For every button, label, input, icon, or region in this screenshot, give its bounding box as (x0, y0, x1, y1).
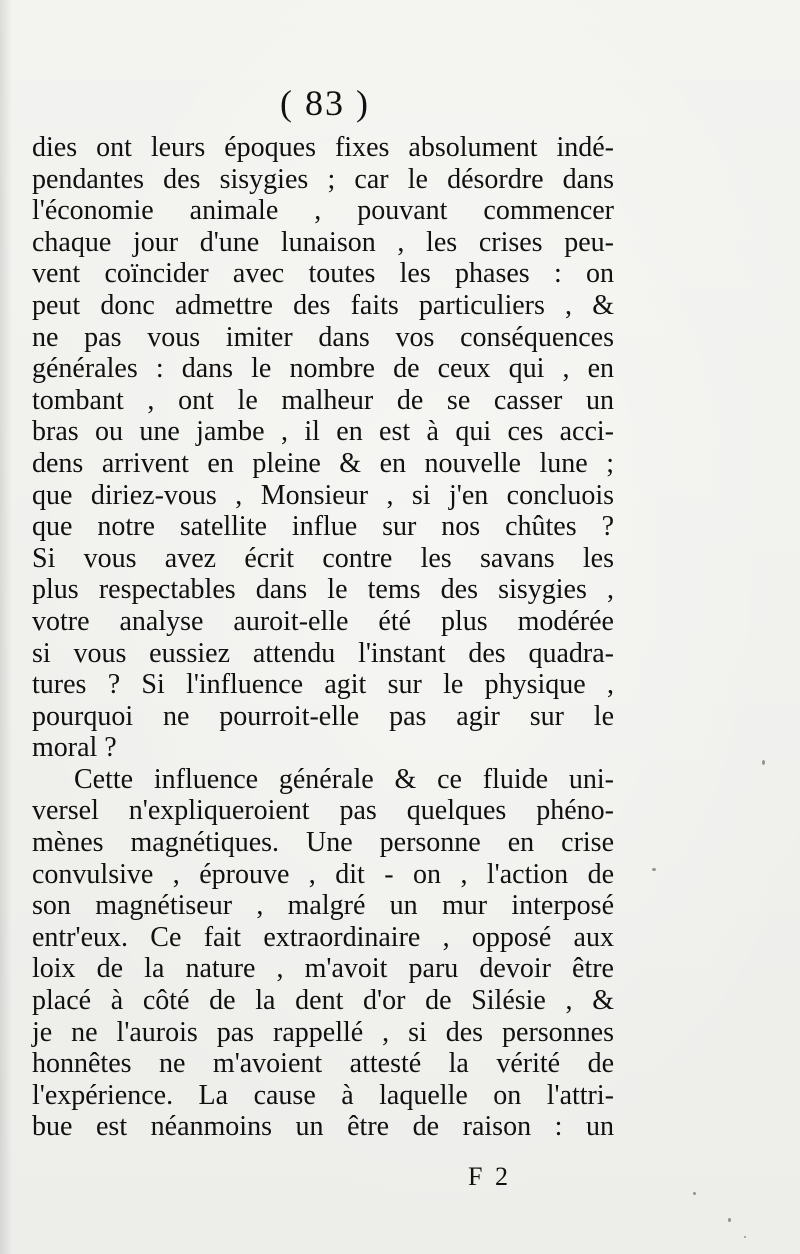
body-text (32, 132, 614, 1143)
paragraph-end-line: moral ? (32, 732, 117, 764)
text-line: plus respectables dans le tems des sisygies , (32, 574, 614, 606)
text-line: votre analyse auroit-elle été plus modérée (32, 605, 614, 637)
text-line: chaque jour d'une lunaison , les crises peu- (32, 226, 614, 258)
text-line: l'expérience. La cause à laquelle on l'attri- (32, 1079, 614, 1111)
text-line: pourquoi ne pourroit-elle pas agir sur le (32, 700, 614, 732)
text-line: loix de la nature , m'avoit paru devoir être (32, 953, 614, 985)
text-line: honnêtes ne m'avoient attesté la vérité de (32, 1048, 614, 1080)
text-line: versel n'expliqueroient pas quelques phéno- (32, 795, 614, 827)
text-line: dens arrivent en pleine & en nouvelle lune ; (32, 447, 614, 479)
text-line: si vous eussiez attendu l'instant des quadra- (32, 637, 614, 669)
paper-speck (652, 868, 656, 871)
text-line: placé à côté de la dent d'or de Silésie , & (32, 985, 614, 1017)
text-line: son magnétiseur , malgré un mur interposé (32, 890, 614, 922)
text-line: pendantes des sisygies ; car le désordre dans (32, 163, 614, 195)
text-line: que notre satellite influe sur nos chûtes ? (32, 511, 614, 543)
page-edge-shadow (0, 0, 12, 1254)
page-number: ( 83 ) (280, 83, 370, 123)
text-line: générales : dans le nombre de ceux qui , en (32, 353, 614, 385)
text-line: je ne l'aurois pas rappellé , si des personnes (32, 1016, 614, 1048)
text-line: tures ? Si l'influence agit sur le physique , (32, 669, 614, 701)
text-line: peut donc admettre des faits particuliers , & (32, 289, 614, 321)
paper-speck (762, 760, 765, 765)
text-line: dies ont leurs époques fixes absolument indé- (32, 132, 614, 163)
text-line: entr'eux. Ce fait extraordinaire , opposé aux (32, 921, 614, 953)
paper-speck (693, 1192, 696, 1195)
text-line: mènes magnétiques. Une personne en crise (32, 827, 614, 859)
paragraph-start-line: Cette influence générale & ce fluide uni- (74, 763, 614, 795)
text-line: Si vous avez écrit contre les savans les (32, 542, 614, 574)
text-line: l'économie animale , pouvant commencer (32, 195, 614, 227)
text-line: tombant , ont le malheur de se casser un (32, 384, 614, 416)
text-line: ne pas vous imiter dans vos conséquences (32, 321, 614, 353)
text-line: vent coïncider avec toutes les phases : on (32, 258, 614, 290)
text-line: convulsive , éprouve , dit - on , l'action de (32, 858, 614, 890)
text-line: bras ou une jambe , il en est à qui ces acci- (32, 416, 614, 448)
paper-speck (728, 1218, 731, 1222)
text-line: que diriez-vous , Monsieur , si j'en concluois (32, 479, 614, 511)
text-line: bue est néanmoins un être de raison : un (32, 1111, 614, 1143)
paper-speck (744, 1236, 746, 1238)
signature-mark: F 2 (468, 1162, 511, 1191)
